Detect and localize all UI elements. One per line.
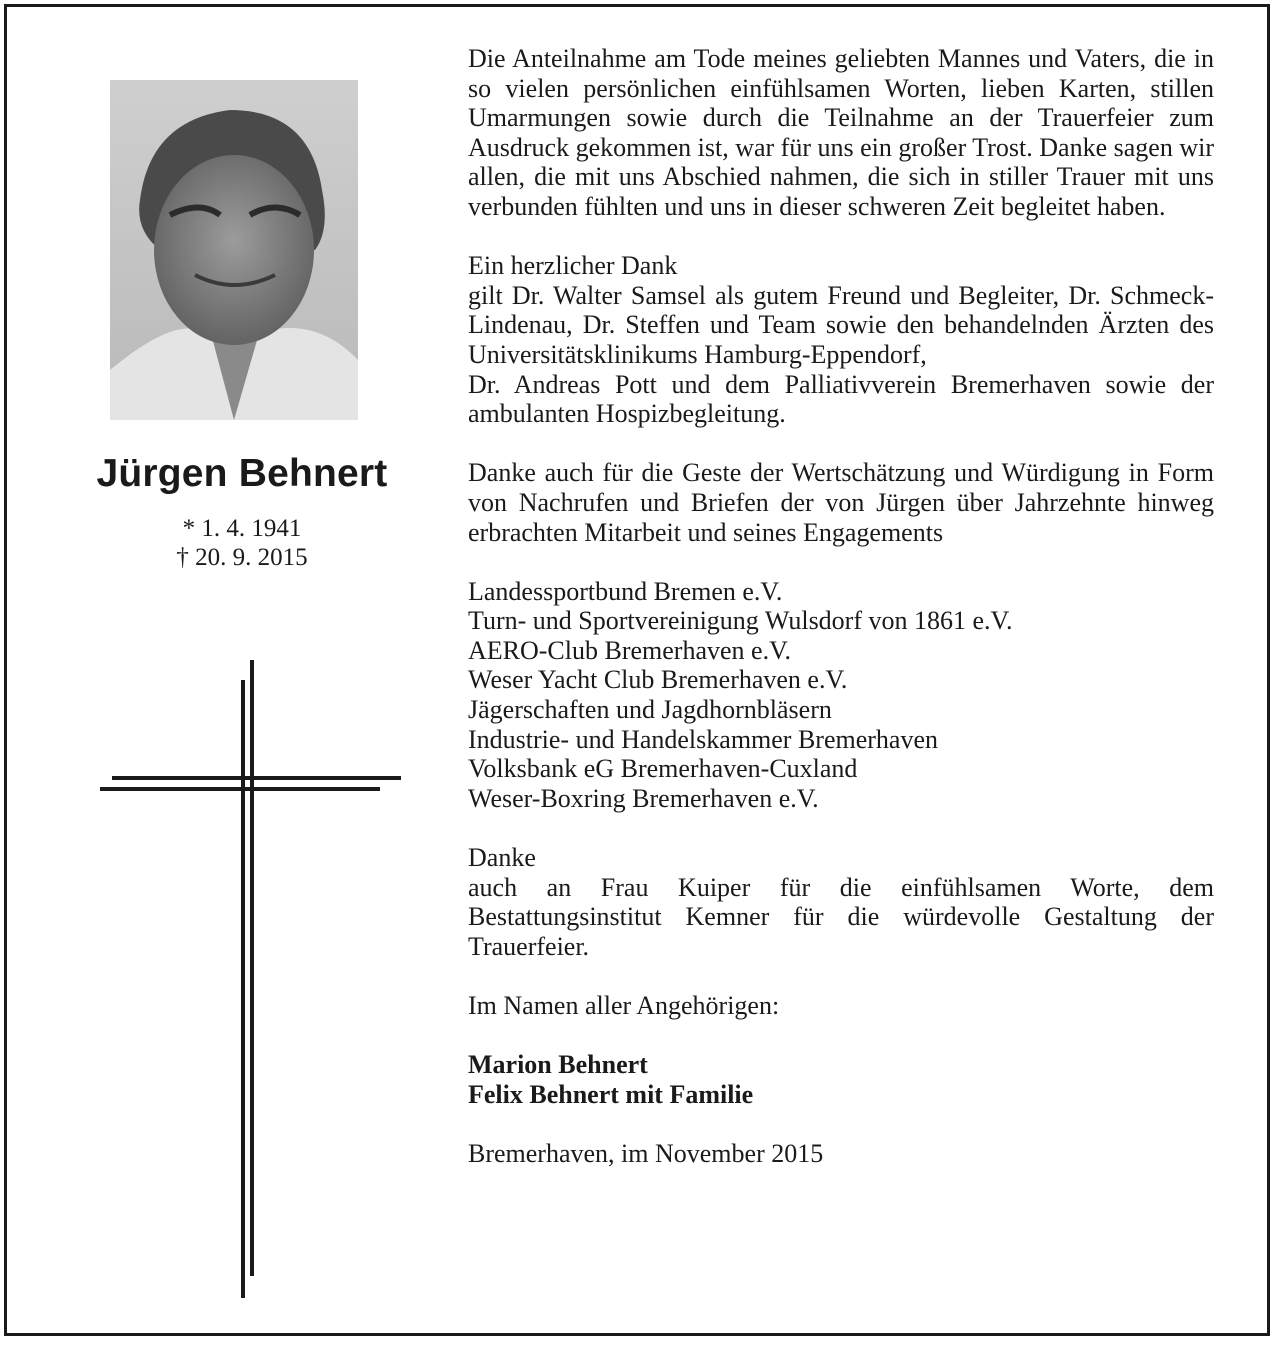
list-item: Weser Yacht Club Bremerhaven e.V.: [468, 665, 848, 695]
obituary-text: [468, 44, 1214, 1169]
doctors-paragraph: gilt Dr. Walter Samsel als gutem Freund und Begleiter, Dr. Schmeck-Lindenau, Dr. Steffen und Team sowie den behandelnden Ärzten des Universitätsklinikums Hamburg-Eppendorf,: [468, 280, 1214, 369]
death-date: † 20. 9. 2015: [176, 544, 308, 571]
portrait-photo: [110, 80, 358, 420]
appreciation-paragraph: Danke auch für die Geste der Wertschätzung und Würdigung in Form von Nachrufen und Briefen der von Jürgen über Jahrzehnte hinweg erbrachten Mitarbeit und seines Engagements: [468, 458, 1214, 547]
list-item: Jägerschaften und Jagdhornbläsern: [468, 695, 832, 725]
signatory-name: Marion Behnert: [468, 1050, 648, 1080]
list-item: Volksbank eG Bremerhaven-Cuxland: [468, 754, 858, 784]
list-item: Turn- und Sportvereinigung Wulsdorf von 1861 e.V.: [468, 606, 1013, 636]
list-item: Landessportbund Bremen e.V.: [468, 576, 783, 606]
closing-line: Im Namen aller Angehörigen:: [468, 991, 780, 1020]
list-item: AERO-Club Bremerhaven e.V.: [468, 635, 792, 665]
deceased-name: Jürgen Behnert: [96, 452, 388, 495]
thanks-paragraph: Die Anteilnahme am Tode meines geliebten Mannes und Vaters, die in so vielen persönlichen einfühlsamen Worten, lieben Karten, stillen Umarmungen sowie durch die Teilnahme an der Trauerfeier zum Ausdruck gekommen ist, war für uns ein großer Trost. Danke sagen wir allen, die mit uns Abschied nahmen, die sich in stiller Trauer mit uns verbunden fühlten und uns in dieser schweren Zeit begleitet haben.: [468, 44, 1214, 221]
palliative-paragraph: Dr. Andreas Pott und dem Palliativverein Bremerhaven sowie der ambulanten Hospizbegleitung.: [468, 369, 1214, 429]
life-dates: [40, 514, 444, 572]
list-item: Weser-Boxring Bremerhaven e.V.: [468, 783, 819, 813]
ceremony-paragraph: auch an Frau Kuiper für die einfühlsamen Worte, dem Bestattungsinstitut Kemner für die würdevolle Gestaltung der Trauerfeier.: [468, 872, 1214, 961]
birth-date: * 1. 4. 1941: [182, 515, 302, 542]
list-item: Industrie- und Handelskammer Bremerhaven: [468, 724, 939, 754]
thanks-heading: Ein herzlicher Dank: [468, 251, 678, 281]
danke-heading: Danke: [468, 843, 536, 873]
organization-list: [468, 577, 1214, 814]
signatory-name: Felix Behnert mit Familie: [468, 1079, 754, 1109]
place-date: Bremerhaven, im November 2015: [468, 1138, 824, 1168]
cross-icon: [96, 656, 406, 1304]
